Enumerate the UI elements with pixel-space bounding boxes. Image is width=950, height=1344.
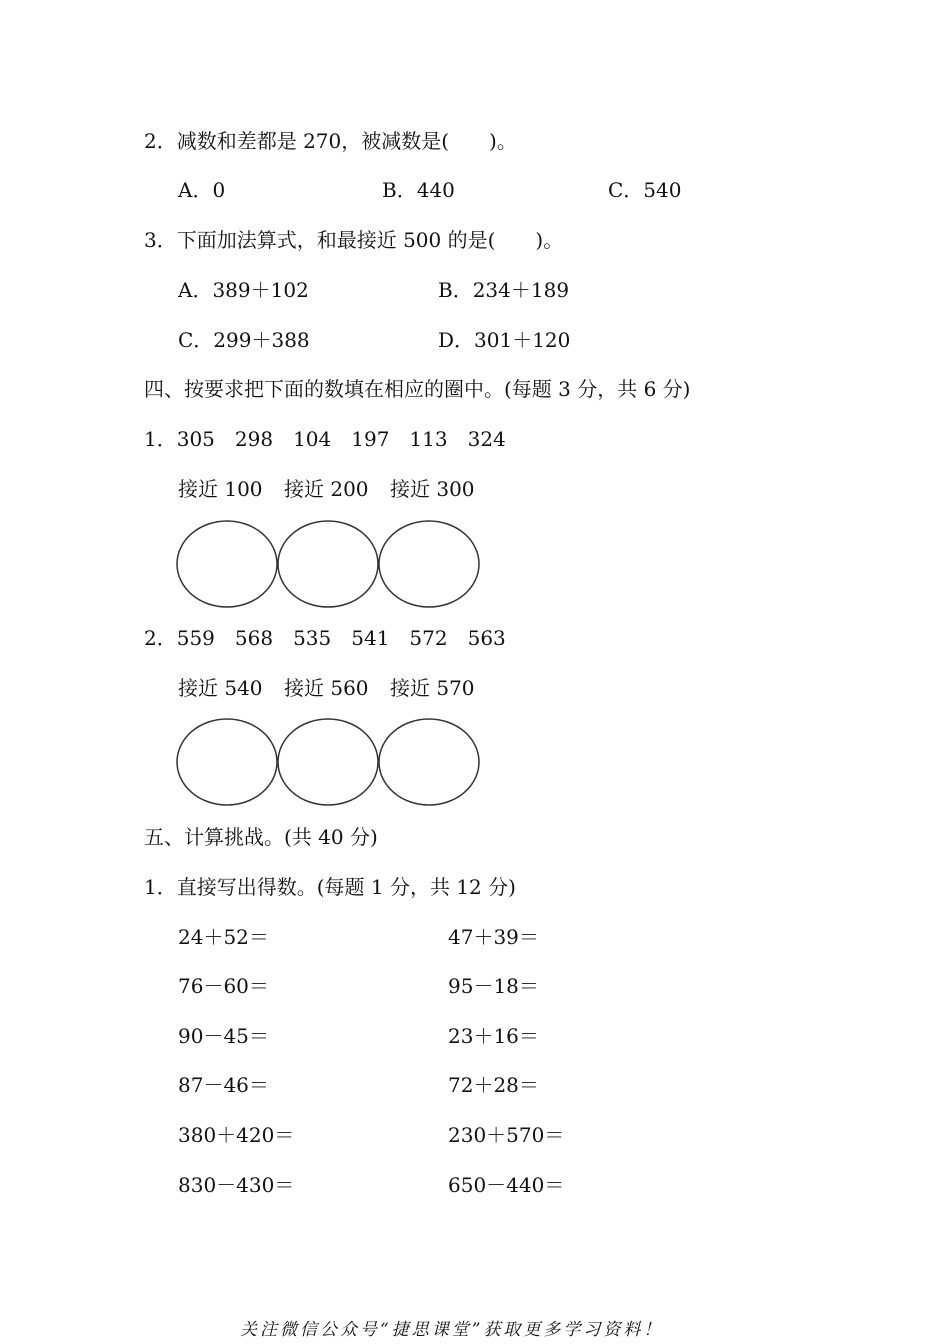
answer-circle (278, 719, 378, 805)
circle-label: 接近 570 (390, 676, 475, 700)
question-3-3: 3．下面加法算式，和最接近 500 的是( )。 (144, 228, 564, 252)
equation: 47＋39＝ (448, 925, 539, 949)
answer-circle (379, 521, 479, 607)
answer-circles (176, 518, 482, 610)
equation: 87－46＝ (178, 1073, 269, 1097)
equation: 72＋28＝ (448, 1073, 539, 1097)
answer-circle (177, 521, 277, 607)
question-4-1-numbers: 1．305 298 104 197 113 324 (144, 427, 506, 451)
equation: 24＋52＝ (178, 925, 269, 949)
equation: 23＋16＝ (448, 1024, 539, 1048)
circle-label: 接近 560 (284, 676, 369, 700)
answer-circle (278, 521, 378, 607)
equation: 230＋570＝ (448, 1123, 565, 1147)
footer-promo-text: 关注微信公众号“捷思课堂”获取更多学习资料！ (240, 1320, 664, 1340)
question-3-2: 2．减数和差都是 270，被减数是( )。 (144, 129, 517, 153)
circle-label: 接近 200 (284, 477, 369, 501)
option-b: B．440 (382, 178, 455, 202)
section-4-title: 四、按要求把下面的数填在相应的圈中。(每题 3 分，共 6 分) (144, 377, 691, 401)
question-4-2-numbers: 2．559 568 535 541 572 563 (144, 626, 506, 650)
option-a: A．0 (178, 178, 226, 202)
option-c: C．299＋388 (178, 328, 310, 352)
option-c: C．540 (608, 178, 682, 202)
equation: 830－430＝ (178, 1173, 295, 1197)
answer-circle (177, 719, 277, 805)
answer-circles (176, 716, 482, 808)
circle-label: 接近 540 (178, 676, 263, 700)
equation: 650－440＝ (448, 1173, 565, 1197)
option-a: A．389＋102 (178, 278, 309, 302)
circle-label: 接近 100 (178, 477, 263, 501)
equation: 76－60＝ (178, 974, 269, 998)
equation: 380＋420＝ (178, 1123, 295, 1147)
section-5-title: 五、计算挑战。(共 40 分) (144, 825, 378, 849)
option-d: D．301＋120 (438, 328, 571, 352)
equation: 95－18＝ (448, 974, 539, 998)
equation: 90－45＝ (178, 1024, 269, 1048)
circle-label: 接近 300 (390, 477, 475, 501)
option-b: B．234＋189 (438, 278, 570, 302)
answer-circle (379, 719, 479, 805)
question-5-1-title: 1．直接写出得数。(每题 1 分，共 12 分) (144, 875, 516, 899)
